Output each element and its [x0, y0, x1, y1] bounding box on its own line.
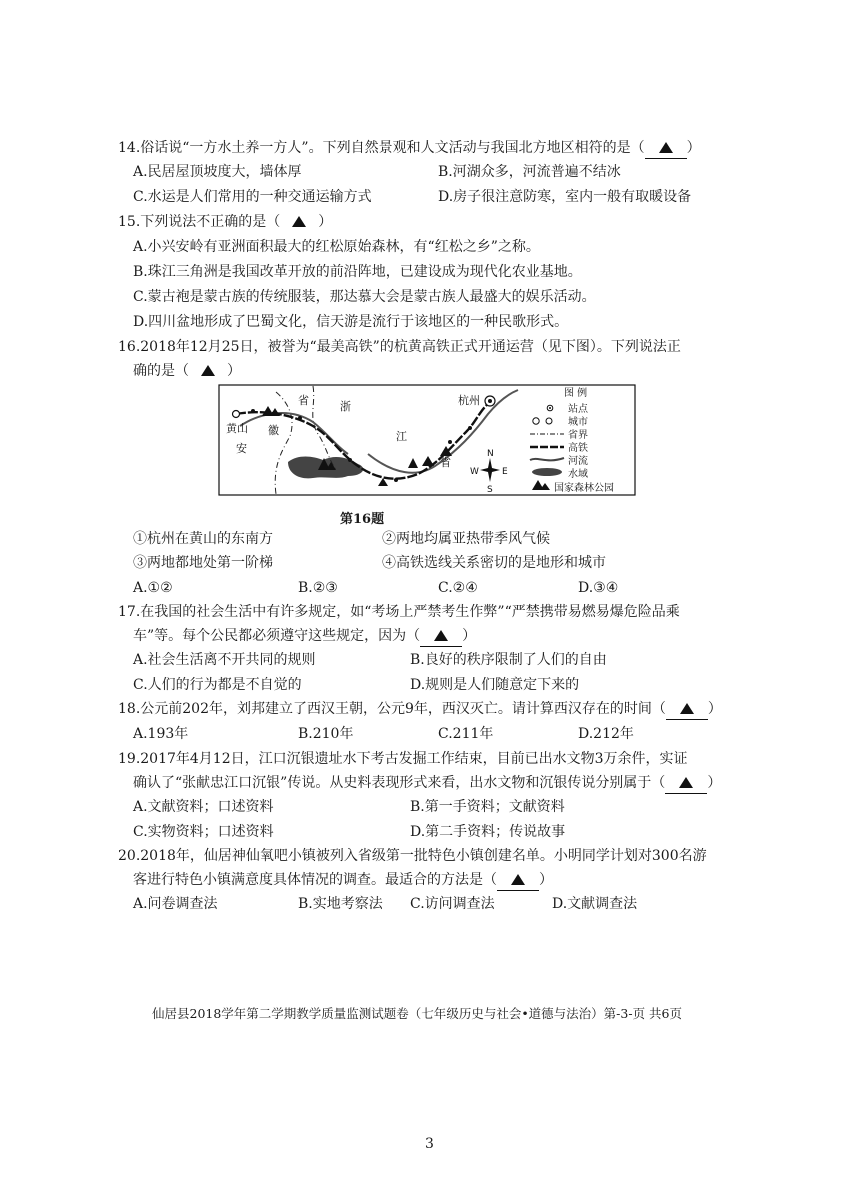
q16-option-a: A.①② — [133, 580, 173, 596]
stem-text: 客进行特色小镇满意度具体情况的调查。最适合的方法是（ — [133, 872, 497, 888]
q14-option-c: C.水运是人们常用的一种交通运输方式 — [133, 189, 372, 205]
q20-option-c: C.访问调查法 — [410, 896, 495, 912]
q18-option-c: C.211年 — [438, 726, 494, 742]
compass-s: S — [487, 485, 493, 495]
question-19-stem-line1: 19.2017年4月12日，江口沉银遗址水下考古发掘工作结束，目前已出水文物3万余件，实证 — [118, 751, 688, 767]
answer-blank — [665, 773, 707, 794]
page-footer: 仙居县2018学年第二学期教学质量监测试题卷（七年级历史与社会•道德与法治）第-3-页 共6页 — [152, 1006, 683, 1021]
q20-option-a: A.问卷调查法 — [133, 896, 218, 912]
q17-option-b: B.良好的秩序限制了人们的自由 — [410, 652, 607, 668]
triangle-icon — [434, 630, 448, 641]
q20-option-b: B.实地考察法 — [298, 896, 383, 912]
paren: ） — [318, 214, 333, 230]
legend-title: 图 例 — [564, 388, 588, 399]
legend-rail: 高铁 — [568, 443, 588, 454]
answer-blank — [645, 138, 687, 159]
page-number: 3 — [425, 1136, 434, 1152]
legend-forest: 国家森林公园 — [554, 483, 614, 494]
compass-w: W — [470, 467, 479, 477]
label-an: 安 — [236, 442, 247, 455]
q18-option-a: A.193年 — [133, 726, 189, 742]
huangshan-city-marker — [233, 411, 240, 418]
q18-option-b: B.210年 — [298, 726, 354, 742]
paren: ） — [539, 872, 553, 888]
answer-blank — [666, 699, 708, 720]
legend-river: 河流 — [568, 456, 588, 467]
question-14-stem — [118, 138, 701, 159]
stem-text: 14.俗话说“一方水土养一方人”。下列自然景观和人文活动与我国北方地区相符的是（ — [118, 140, 645, 156]
question-16-stem-line2 — [133, 361, 241, 381]
q19-option-b: B.第一手资料；文献资料 — [410, 799, 565, 815]
q15-option-b: B.珠江三角洲是我国改革开放的前沿阵地，已建设成为现代化农业基地。 — [133, 264, 582, 280]
q16-statement-3: ③两地都地处第一阶梯 — [133, 555, 273, 571]
paren: ） — [462, 628, 477, 644]
q16-statement-4: ④高铁选线关系密切的是地形和城市 — [382, 555, 606, 571]
q15-option-a: A.小兴安岭有亚洲面积最大的红松原始森林，有“红松之乡”之称。 — [133, 239, 540, 255]
railway-map — [218, 384, 636, 496]
label-hangzhou: 杭州 — [458, 394, 480, 407]
q16-option-c: C.②④ — [438, 580, 478, 596]
stem-text: 确认了“张献忠江口沉银”传说。从史料表现形式来看，出水文物和沉银传说分别属于（ — [133, 775, 666, 791]
legend-water: 水域 — [568, 469, 588, 480]
paren: ） — [686, 140, 701, 156]
label-hui: 徽 — [268, 424, 279, 437]
q18-option-d: D.212年 — [578, 726, 634, 742]
q17-option-a: A.社会生活离不开共同的规则 — [133, 652, 316, 668]
question-19-stem-line2 — [133, 773, 721, 794]
label-jiang: 江 — [396, 430, 407, 443]
label-sheng-2: 省 — [440, 456, 451, 469]
answer-blank — [497, 870, 539, 891]
map-caption: 第16题 — [340, 512, 385, 527]
q14-option-b: B.河湖众多，河流普遍不结冰 — [438, 164, 621, 180]
answer-blank — [420, 626, 462, 647]
legend-station: 站点 — [568, 404, 588, 415]
paren: ） — [227, 363, 241, 379]
stem-text: 车”等。每个公民都必须遵守这些规定，因为（ — [133, 628, 421, 644]
q16-statement-1: ①杭州在黄山的东南方 — [133, 531, 273, 547]
triangle-icon — [680, 703, 694, 714]
hangzhou-station-marker — [488, 399, 492, 403]
q19-option-d: D.第二手资料；传说故事 — [410, 824, 566, 840]
q17-option-c: C.人们的行为都是不自觉的 — [133, 677, 302, 693]
q19-option-a: A.文献资料；口述资料 — [133, 799, 274, 815]
q16-statement-2: ②两地均属亚热带季风气候 — [382, 531, 550, 547]
question-20-stem-line1: 20.2018年，仙居神仙氧吧小镇被列入省级第一批特色小镇创建名单。小明同学计划对300名游 — [118, 848, 707, 864]
stem-text: 15.下列说法不正确的是（ — [118, 214, 281, 230]
q14-option-d: D.房子很注意防寒，室内一般有取暖设备 — [438, 189, 692, 205]
q14-option-a: A.民居屋顶坡度大，墙体厚 — [133, 164, 302, 180]
label-zhe: 浙 — [340, 400, 351, 413]
compass-n: N — [487, 449, 494, 459]
paren: ） — [707, 701, 722, 717]
triangle-icon — [201, 365, 215, 376]
question-17-stem-line2 — [133, 626, 476, 647]
paren: ） — [707, 775, 722, 791]
question-20-stem-line2 — [133, 870, 553, 891]
q16-option-b: B.②③ — [298, 580, 338, 596]
stem-text: 18.公元前202年，刘邦建立了西汉王朝，公元9年，西汉灭亡。请计算西汉存在的时间（ — [118, 701, 666, 717]
q15-option-d: D.四川盆地形成了巴蜀文化，信天游是流行于该地区的一种民歌形式。 — [133, 314, 569, 330]
legend-province-border: 省界 — [568, 430, 588, 441]
q19-option-c: C.实物资料；口述资料 — [133, 824, 274, 840]
legend-city: 城市 — [568, 417, 588, 428]
question-15-stem — [118, 212, 332, 232]
q15-option-c: C.蒙古袍是蒙古族的传统服装，那达慕大会是蒙古族人最盛大的娱乐活动。 — [133, 289, 596, 305]
q17-option-d: D.规则是人们随意定下来的 — [410, 677, 580, 693]
triangle-icon — [511, 874, 525, 885]
stem-text: 确的是（ — [133, 363, 189, 379]
triangle-icon — [292, 216, 306, 227]
q20-option-d: D.文献调查法 — [552, 896, 638, 912]
triangle-icon — [659, 142, 673, 153]
q16-option-d: D.③④ — [578, 580, 619, 596]
triangle-icon — [679, 777, 693, 788]
question-17-stem-line1: 17.在我国的社会生活中有许多规定，如“考场上严禁考生作弊”“严禁携带易燃易爆危险品乘 — [118, 604, 680, 620]
question-18-stem — [118, 699, 722, 720]
compass-e: E — [502, 467, 508, 477]
question-16-stem-line1: 16.2018年12月25日，被誉为“最美高铁”的杭黄高铁正式开通运营（见下图）。下列说法正 — [118, 339, 681, 355]
label-sheng-1: 省 — [298, 394, 309, 407]
legend-city-icon — [533, 418, 539, 424]
label-huangshan: 黄山 — [226, 422, 248, 435]
legend-water-icon — [532, 468, 562, 476]
